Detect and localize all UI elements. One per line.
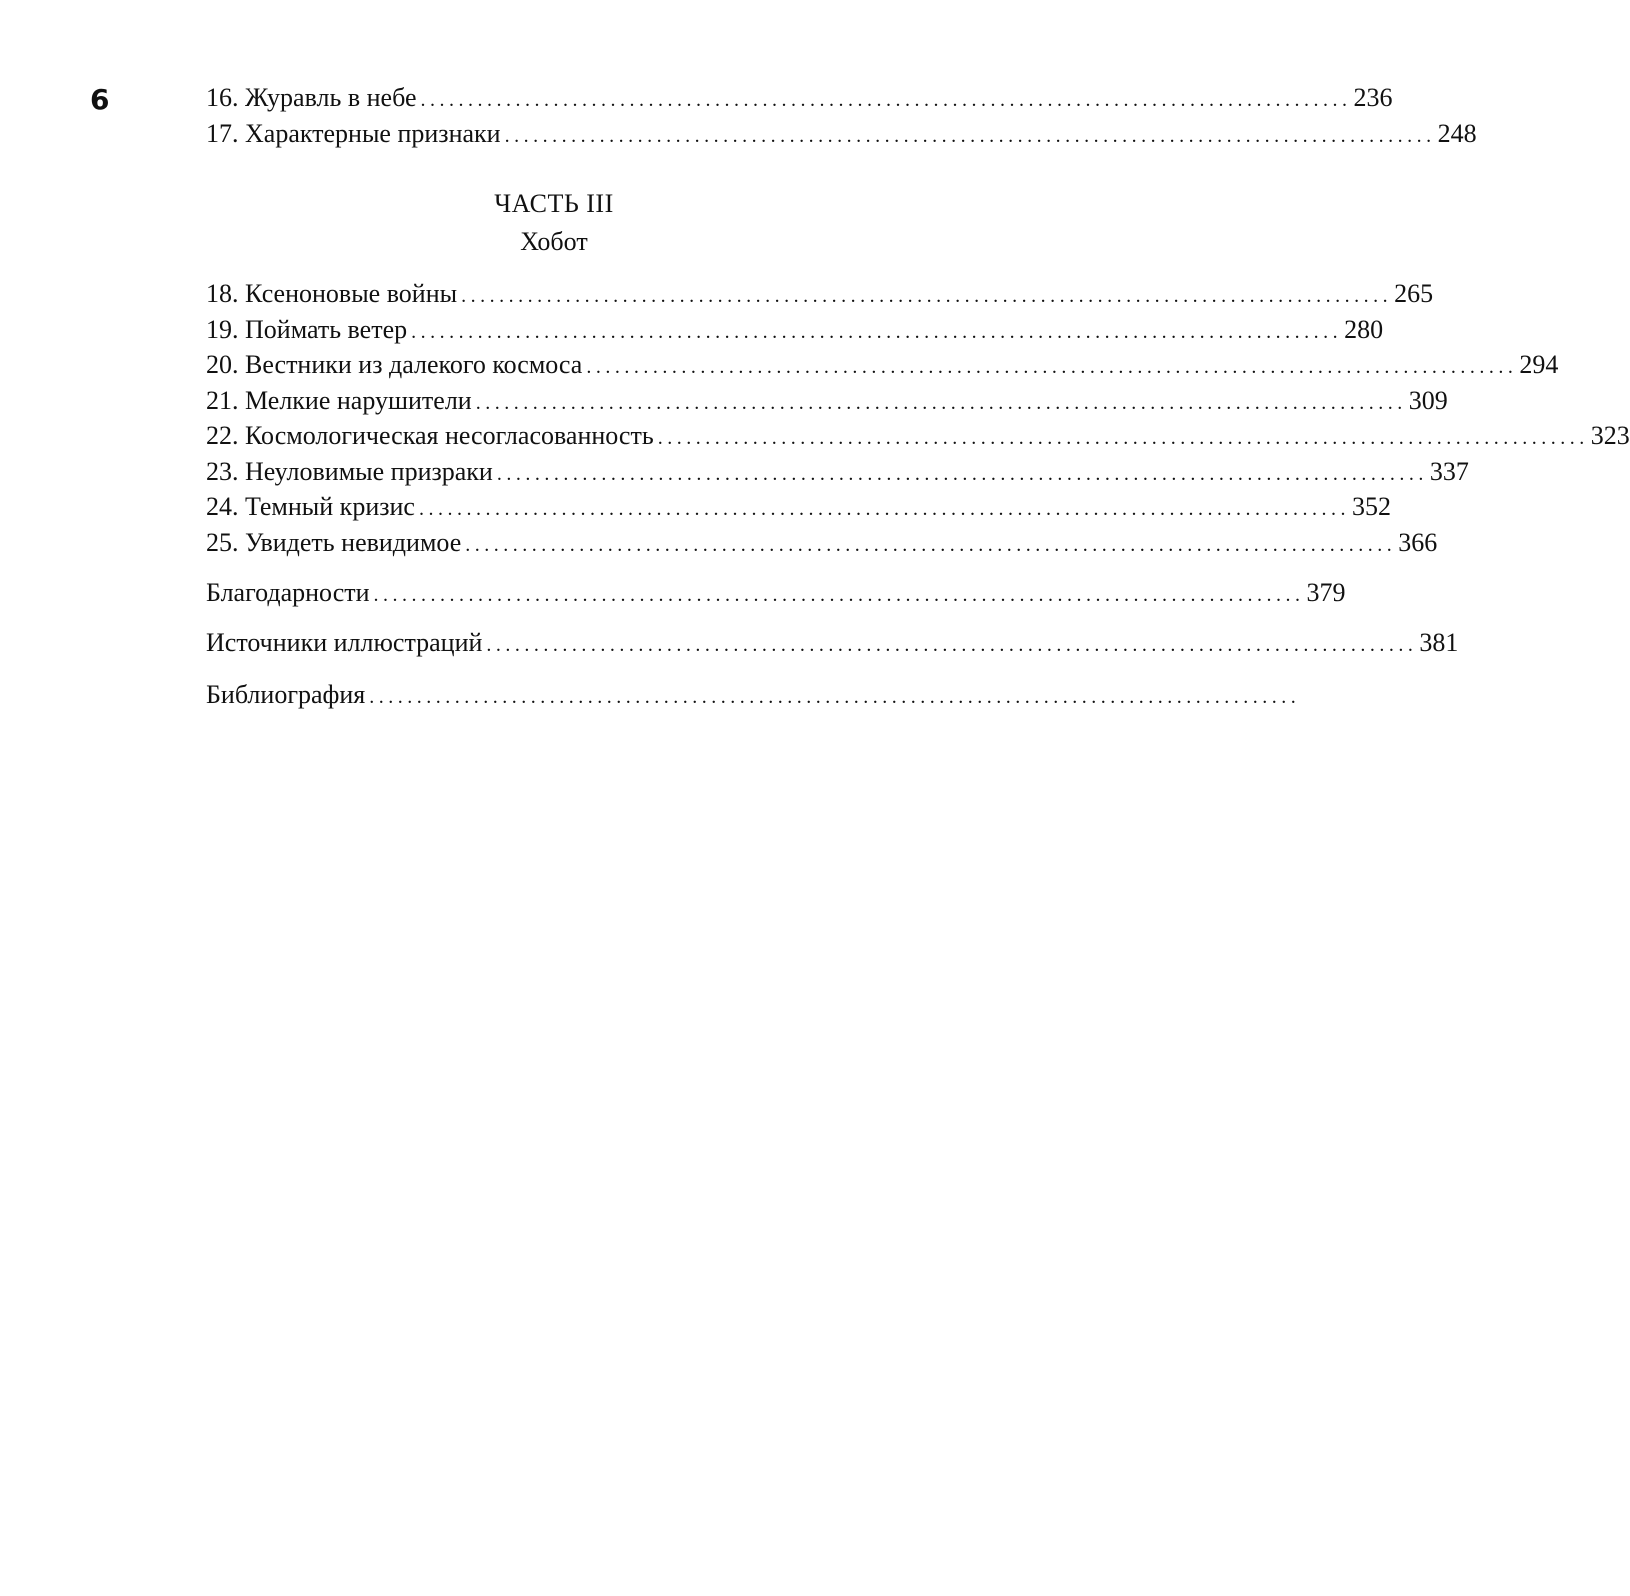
toc-entry-24[interactable] — [206, 489, 1391, 525]
toc-entry-bibliography[interactable] — [206, 677, 1301, 713]
toc-entry-title: Благодарности — [206, 578, 370, 607]
dot-leader: .................................................................................................. — [657, 427, 1589, 449]
toc-entry-21[interactable] — [206, 383, 1448, 419]
toc-entry-23[interactable] — [206, 454, 1469, 490]
toc-entry-18[interactable] — [206, 276, 1434, 312]
toc-entry-title: 20. Вестники из далекого космоса — [206, 350, 583, 379]
toc-entry-title: 22. Космологическая несогласованность — [206, 421, 654, 450]
part-label: ЧАСТЬ III — [494, 189, 614, 218]
part-subtitle: Хобот — [520, 227, 588, 256]
toc-entry-title: 19. Поймать ветер — [206, 314, 408, 344]
dot-leader: .................................................................................................. — [586, 356, 1518, 378]
toc-entry-page: 265 — [1394, 279, 1434, 308]
toc-entry-25[interactable] — [206, 525, 1438, 561]
dot-leader: .................................................................................................. — [418, 498, 1350, 520]
toc-entry-title: 17. Характерные признаки — [206, 118, 501, 148]
dot-leader: .................................................................................................. — [486, 634, 1418, 656]
dot-leader: .................................................................................................. — [373, 584, 1305, 606]
dot-leader: .................................................................................................. — [369, 686, 1301, 708]
toc-entry-page: 366 — [1398, 527, 1438, 557]
dot-leader: .................................................................................................. — [420, 89, 1352, 111]
toc-entry-title: 21. Мелкие нарушители — [206, 385, 472, 415]
toc-entry-page: 280 — [1344, 314, 1384, 344]
toc-entry-22[interactable] — [206, 418, 1630, 454]
toc-entry-page: 323 — [1590, 421, 1630, 450]
dot-leader: .................................................................................................. — [411, 320, 1343, 343]
toc-entry-title: Источники иллюстраций — [206, 628, 483, 657]
toc-entry-title: 18. Ксеноновые войны — [206, 279, 458, 308]
dot-leader: .................................................................................................. — [504, 124, 1436, 147]
toc-entry-page: 236 — [1353, 83, 1393, 112]
toc-entry-title: 25. Увидеть невидимое — [206, 527, 462, 557]
toc-entry-page: 352 — [1351, 492, 1391, 521]
toc-entry-page: 248 — [1437, 118, 1477, 148]
dot-leader: .................................................................................................. — [475, 391, 1407, 414]
toc-entry-title: Библиография — [206, 680, 366, 709]
toc-entry-title: 24. Темный кризис — [206, 492, 415, 521]
toc-entry-acknowledgements[interactable] — [206, 575, 1346, 611]
toc-entry-page: 381 — [1419, 628, 1459, 657]
toc-entry-page: 309 — [1408, 385, 1448, 415]
page-number: 6 — [90, 83, 110, 116]
toc-entry-page: 294 — [1519, 350, 1559, 379]
dot-leader: .................................................................................................. — [461, 285, 1393, 307]
toc-entry-title: 23. Неуловимые призраки — [206, 456, 493, 486]
dot-leader: .................................................................................................. — [496, 462, 1428, 485]
toc-section-before — [206, 80, 1477, 151]
toc-entry-19[interactable] — [206, 312, 1384, 348]
toc-entry-title: 16. Журавль в небе — [206, 83, 417, 112]
toc-section-part — [206, 276, 1630, 560]
toc-entry-17[interactable] — [206, 116, 1477, 152]
dot-leader: .................................................................................................. — [465, 533, 1397, 556]
toc-entry-page: 379 — [1306, 578, 1346, 607]
toc-entry-20[interactable] — [206, 347, 1559, 383]
toc-entry-16[interactable] — [206, 80, 1393, 116]
toc-entry-page: 337 — [1429, 456, 1469, 486]
toc-entry-illustration-sources[interactable] — [206, 625, 1459, 661]
